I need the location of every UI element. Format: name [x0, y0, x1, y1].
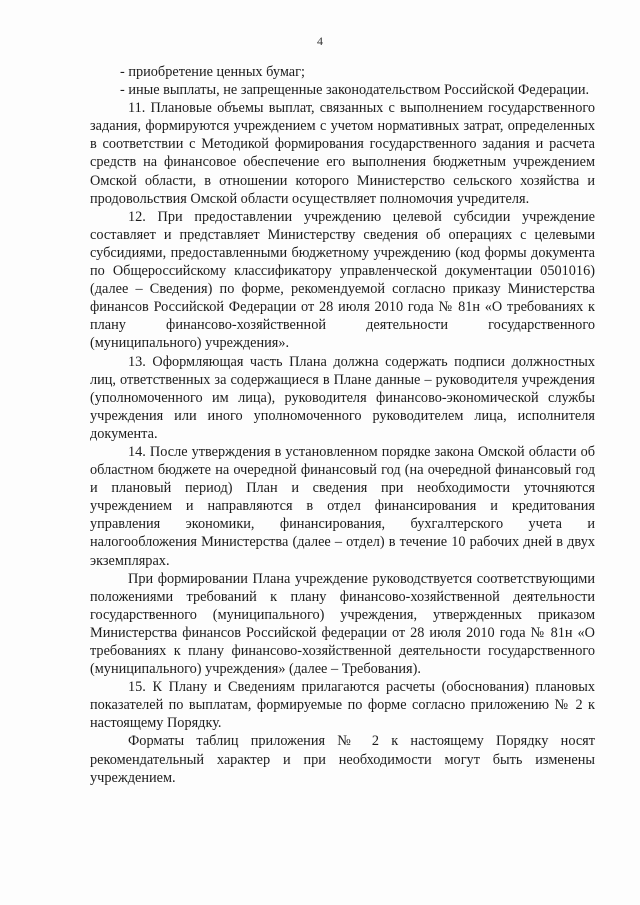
paragraph-plan-formation: При формировании Плана учреждение руководствуется соответствующими положениями требований к плану финансово-хозяйственной деятельности государственного (муниципального) учреждения, утвержденных приказом Министерства финансов Российской федерации от 28 июля 2010 года № 81н «О требованиях к плану финансово-хозяйственной деятельности государственного (муниципального) учреждения» (далее – Требования).: [90, 570, 595, 678]
paragraph-11: 11. Плановые объемы выплат, связанных с выполнением государственного задания, формируются учреждением с учетом нормативных затрат, определенных в соответствии с Методикой формирования государственного задания и расчета средств на финансовое обеспечение его выполнения бюджетным учреждением Омской области, в отношении которого Министерство сельского хозяйства и продовольствия Омской области осуществляет полномочия учредителя.: [90, 100, 595, 207]
paragraph-list-item-securities: - приобретение ценных бумаг;: [120, 64, 305, 80]
page-number: 4: [317, 34, 323, 48]
paragraph-14: 14. После утверждения в установленном порядке закона Омской области об областном бюджете на очередной финансовый год (на очередной финансовый год и плановый период) План и сведения при необходимости уточняются учреждением и направляются в отдел финансирования и кредитования управления экономики, финансирования, бухгалтерского учета и налогообложения Министерства (далее – отдел) в течение 10 рабочих дней в двух экземплярах.: [90, 443, 595, 569]
paragraph-table-formats: Форматы таблиц приложения № 2 к настоящему Порядку носят рекомендательный характер и при необходимости могут быть изменены учреждением.: [90, 733, 595, 786]
paragraph-list-item-other-payments: - иные выплаты, не запрещенные законодательством Российской Федерации.: [120, 82, 590, 99]
paragraph-12: 12. При предоставлении учреждению целевой субсидии учреждение составляет и представляет Министерству сведения об операциях с целевыми субсидиями, предоставленными бюджетному учреждению (код формы документа по Общероссийскому классификатору управленческой документации 0501016) (далее – Сведения) по форме, рекомендуемой согласно приказу Министерства финансов Российской Федерации от 28 июля 2010 года № 81н «О требованиях к плану финансово-хозяйственной деятельности государственного (муниципального) учреждения».: [90, 208, 595, 352]
paragraph-15: 15. К Плану и Сведениям прилагаются расчеты (обоснования) плановых показателей по выплатам, формируемые по форме согласно приложению № 2 к настоящему Порядку.: [90, 679, 595, 732]
paragraph-13: 13. Оформляющая часть Плана должна содержать подписи должностных лиц, ответственных за содержащиеся в Плане данные – руководителя учреждения (уполномоченного им лица), руководителя финансово-экономической службы учреждения или иного уполномоченного руководителем лица, исполнителя документа.: [90, 353, 595, 442]
document-body: [90, 63, 595, 787]
